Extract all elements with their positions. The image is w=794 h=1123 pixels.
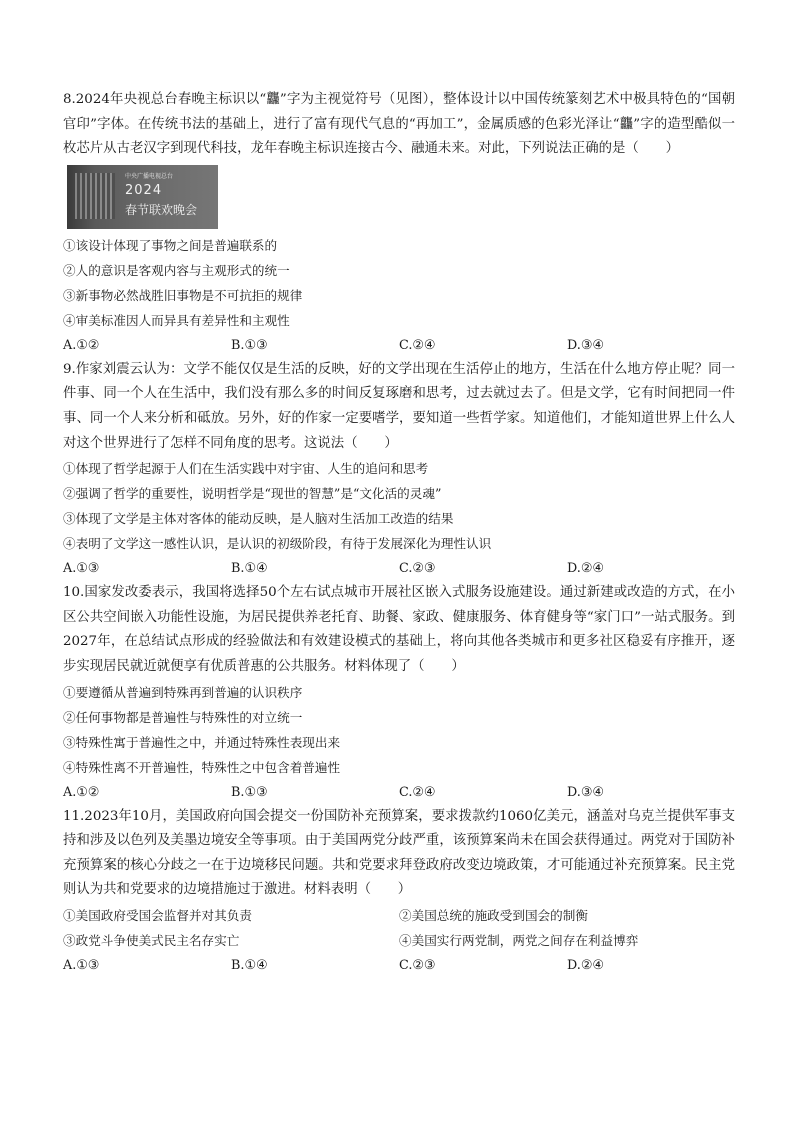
question-11-option-4: ④美国实行两党制，两党之间存在利益博弈 [399,932,639,948]
question-10 [63,581,735,804]
choice-c: C.②③ [399,561,436,577]
choice-d: D.②④ [567,561,604,577]
question-9-stem: 9.作家刘震云认为：文学不能仅仅是生活的反映，好的文学出现在生活停止的地方，生活在什么地方停止呢？同一件事、同一个人在生活中，我们没有那么多的时间反复琢磨和思考，过去就过去了。但是文学，它有时间把同一件事、同一个人来分析和砥放。另外，好的作家一定要嗜学，要知道一些哲学家。知道他们，才能知道世界上什么人对这个世界进行了怎样不同角度的思考。这说法（ ） [63,361,735,451]
choice-c: C.②④ [399,337,436,353]
question-11-option-3: ③政党斗争使美式民主名存实亡 [63,932,240,948]
choice-d: D.②④ [567,957,604,973]
choice-b: B.①④ [231,957,268,973]
question-9-option-2: ②强调了哲学的重要性，说明哲学是“现世的智慧”是“文化活的灵魂” [63,486,442,502]
choice-a: A.①③ [63,957,100,973]
question-8-stem: 8.2024年央视总台春晚主标识以“龘”字为主视觉符号（见图），整体设计以中国传统篆刻艺术中极具特色的“国朝官印”字体。在传统书法的基础上，进行了富有现代气息的“再加工”，金属质感的色彩光泽让“龘”字的造型酷似一枚芯片从古老汉字到现代科技，龙年春晚主标识连接古今、融通未来。对此，下列说法正确的是（ ） [63,92,735,157]
spring-gala-logo-image [67,165,218,229]
question-11-options-row-2 [63,928,735,953]
question-11-option-1: ①美国政府受国会监督并对其负责 [63,907,252,923]
choice-c: C.②④ [399,784,436,800]
question-10-choices [63,780,735,805]
logo-gala-name-text: 春节联欢晚会 [125,202,198,217]
seal-character-graphic [75,173,115,219]
question-11-stem: 11.2023年10月，美国政府向国会提交一份国防补充预算案，要求拨款约1060亿美元，涵盖对乌克兰提供军事支持和涉及以色列及美墨边境安全等事项。由于美国两党分歧严重，该预算案尚未在国会获得通过。两党对于国防补充预算案的核心分歧之一在于边境移民问题。共和党要求拜登政府改变边境政策，才可能通过补充预算案。民主党则认为共和党要求的边境措施过于激进。材料表明（ ） [63,808,735,898]
question-9-choices [63,556,735,581]
choice-c: C.②③ [399,957,436,973]
question-9 [63,358,735,581]
question-10-option-2: ②任何事物都是普遍性与特殊性的对立统一 [63,709,303,725]
question-8-option-1: ①该设计体现了事物之间是普遍联系的 [63,237,278,253]
question-9-option-1: ①体现了哲学起源于人们在生活实践中对宇宙、人生的追问和思考 [63,461,429,477]
question-11-options-row-1 [63,903,735,928]
question-8-option-4: ④审美标准因人而异具有差异性和主观性 [63,312,290,328]
question-10-stem: 10.国家发改委表示，我国将选择50个左右试点城市开展社区嵌入式服务设施建设。通过新建或改造的方式，在小区公共空间嵌入功能性设施，为居民提供养老托育、助餐、家政、健康服务、体育健身等“家门口”一站式服务。到2027年，在总结试点形成的经验做法和有效建设模式的基础上，将向其他各类城市和更多社区稳妥有序推开，逐步实现居民就近就便享有优质普惠的公共服务。材料体现了（ ） [63,585,735,674]
question-8-option-3: ③新事物必然战胜旧事物是不可抗拒的规律 [63,287,303,303]
question-8-option-2: ②人的意识是客观内容与主观形式的统一 [63,262,290,278]
question-9-option-3: ③体现了文学是主体对客体的能动反映，是人脑对生活加工改造的结果 [63,511,454,527]
question-10-option-3: ③特殊性寓于普遍性之中，并通过特殊性表现出来 [63,734,341,750]
question-11-option-2: ②美国总统的施政受到国会的制衡 [399,907,588,923]
choice-d: D.③④ [567,784,604,800]
choice-a: A.①② [63,337,100,353]
question-8-choices [63,333,735,358]
logo-broadcaster-text: 中央广播电视总台 [125,172,174,180]
question-10-option-1: ①要遵循从普遍到特殊再到普遍的认识秩序 [63,684,303,700]
question-11 [63,805,735,978]
question-10-option-4: ④特殊性离不开普遍性，特殊性之中包含着普遍性 [63,759,341,775]
logo-year-text: 2024 [125,182,163,198]
question-8 [63,88,735,358]
choice-b: B.①③ [231,784,268,800]
question-11-choices [63,953,735,978]
choice-a: A.①③ [63,561,100,577]
choice-a: A.①② [63,784,100,800]
question-9-option-4: ④表明了文学这一感性认识，是认识的初级阶段，有待于发展深化为理性认识 [63,536,492,552]
exam-page [63,88,735,978]
choice-d: D.③④ [567,337,604,353]
choice-b: B.①④ [231,561,268,577]
choice-b: B.①③ [231,337,268,353]
